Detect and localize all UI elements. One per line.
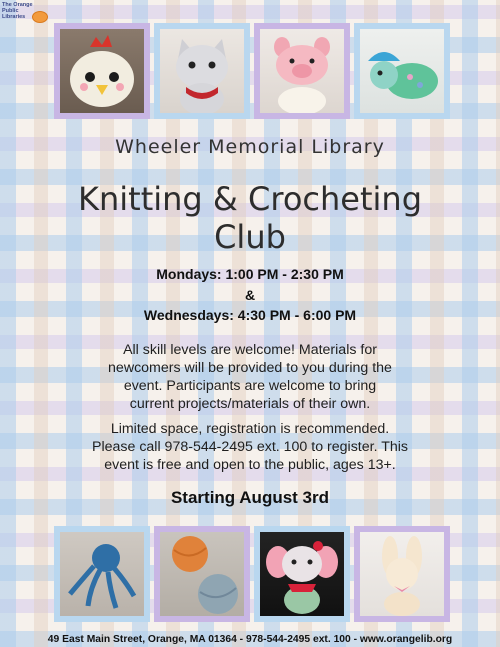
description-line: current projects/materials of their own. — [129, 396, 371, 412]
footer-address: 49 East Main Street, Orange, MA 01364 - 978-544-2495 ext. 100 - www.orangelib.org — [47, 634, 453, 645]
octopus-icon — [60, 532, 144, 616]
logo-swirl-icon — [32, 11, 48, 23]
bunny-icon — [360, 532, 444, 616]
registration-paragraph — [50, 420, 450, 474]
logo-line-2: Public — [2, 8, 19, 14]
bottom-photo-row — [54, 526, 450, 622]
yarn-ball-icon — [160, 532, 244, 616]
crochet-bunny-photo — [360, 532, 444, 616]
chicken-icon — [60, 29, 144, 113]
registration-line: Please call 978-544-2495 ext. 100 to register. This — [92, 439, 408, 455]
description-line: event. Participants are welcome to bring — [123, 378, 377, 394]
top-photo-row — [54, 23, 450, 119]
registration-line: Limited space, registration is recommended. — [110, 421, 390, 437]
library-name: Wheeler Memorial Library — [115, 136, 385, 158]
logo-line-1: The Orange — [2, 2, 33, 8]
club-title-line-2: Club — [214, 218, 286, 256]
photo-frame-cat — [154, 23, 250, 119]
photo-frame-chicken — [54, 23, 150, 119]
club-title — [0, 180, 500, 256]
crochet-pig-photo — [260, 29, 344, 113]
crochet-elephant-photo — [260, 532, 344, 616]
schedule-mondays: Mondays: 1:00 PM - 2:30 PM — [156, 266, 344, 282]
photo-frame-bunny — [354, 526, 450, 622]
description-line: All skill levels are welcome! Materials for — [123, 342, 377, 358]
schedule-wednesdays: Wednesdays: 4:30 PM - 6:00 PM — [143, 307, 357, 323]
photo-frame-pig — [254, 23, 350, 119]
description-line: newcomers will be provided to you during the — [108, 360, 392, 376]
start-date: Starting August 3rd — [170, 488, 330, 507]
photo-frame-octopus — [54, 526, 150, 622]
crochet-cat-photo — [160, 29, 244, 113]
library-logo — [2, 1, 62, 25]
crochet-chicken-photo — [60, 29, 144, 113]
club-title-line-1: Knitting & Crocheting — [78, 180, 422, 218]
crochet-octopus-photo — [60, 532, 144, 616]
photo-frame-elephant — [254, 526, 350, 622]
photo-frame-turtle — [354, 23, 450, 119]
turtle-icon — [360, 29, 444, 113]
schedule-ampersand: & — [244, 287, 256, 303]
registration-line: event is free and open to the public, ages 13+. — [104, 457, 396, 473]
yarn-balls-photo — [160, 532, 244, 616]
cat-icon — [160, 29, 244, 113]
pig-icon — [260, 29, 344, 113]
crochet-turtle-photo — [360, 29, 444, 113]
photo-frame-yarn — [154, 526, 250, 622]
description-paragraph-1 — [50, 341, 450, 413]
logo-line-3: Libraries — [2, 14, 26, 20]
elephant-icon — [260, 532, 344, 616]
